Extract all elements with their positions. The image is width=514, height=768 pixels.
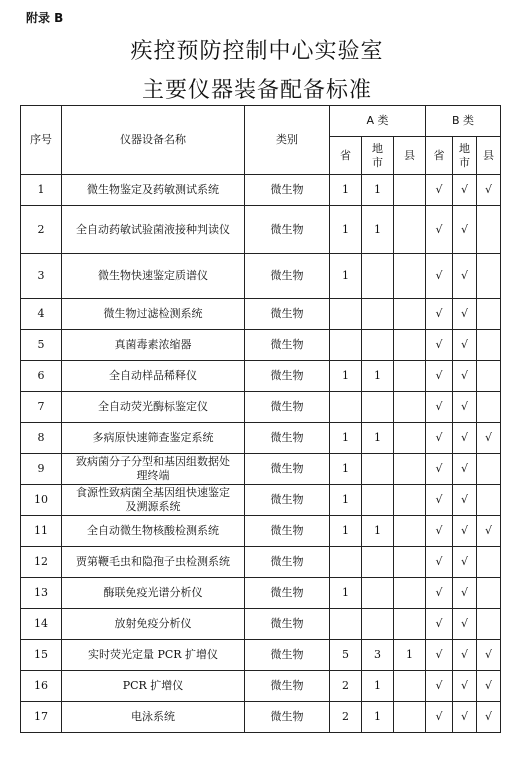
row-b-city: √: [453, 516, 477, 547]
row-b-city: √: [453, 423, 477, 454]
row-b-province: √: [426, 516, 453, 547]
row-a-county: [394, 254, 426, 299]
row-seq: 1: [21, 175, 62, 206]
table-row: [21, 516, 501, 547]
row-b-province: √: [426, 423, 453, 454]
row-a-city: 3: [362, 640, 394, 671]
row-a-county: [394, 392, 426, 423]
row-b-city: √: [453, 485, 477, 516]
row-category: 微生物: [245, 361, 330, 392]
row-category: 微生物: [245, 454, 330, 485]
table-row: [21, 175, 501, 206]
row-a-province: 1: [330, 578, 362, 609]
row-a-city: 1: [362, 206, 394, 254]
row-name: 全自动荧光酶标鉴定仪: [62, 392, 245, 423]
row-a-city: [362, 254, 394, 299]
row-seq: 3: [21, 254, 62, 299]
row-b-county: [477, 206, 501, 254]
row-b-province: √: [426, 485, 453, 516]
row-b-county: √: [477, 423, 501, 454]
row-seq: 11: [21, 516, 62, 547]
row-category: 微生物: [245, 485, 330, 516]
row-a-province: 2: [330, 671, 362, 702]
row-b-city: √: [453, 330, 477, 361]
row-name: 多病原快速筛查鉴定系统: [62, 423, 245, 454]
row-b-city: √: [453, 206, 477, 254]
row-b-city: √: [453, 609, 477, 640]
row-seq: 6: [21, 361, 62, 392]
row-b-city: √: [453, 454, 477, 485]
row-category: 微生物: [245, 609, 330, 640]
row-b-province: √: [426, 361, 453, 392]
table-row: [21, 423, 501, 454]
table-row: [21, 254, 501, 299]
row-a-province: [330, 609, 362, 640]
appendix-label: 附录 B: [26, 11, 64, 25]
row-b-county: √: [477, 175, 501, 206]
row-b-county: [477, 299, 501, 330]
row-seq: 14: [21, 609, 62, 640]
row-seq: 16: [21, 671, 62, 702]
row-a-city: [362, 578, 394, 609]
row-name: 全自动微生物核酸检测系统: [62, 516, 245, 547]
row-b-county: [477, 454, 501, 485]
row-seq: 10: [21, 485, 62, 516]
row-name: 实时荧光定量 PCR 扩增仪: [62, 640, 245, 671]
row-a-city: [362, 547, 394, 578]
row-a-province: [330, 330, 362, 361]
row-b-province: √: [426, 330, 453, 361]
row-b-province: √: [426, 547, 453, 578]
header-class-a: A 类: [330, 106, 426, 137]
row-a-county: [394, 206, 426, 254]
row-b-county: [477, 609, 501, 640]
row-a-county: [394, 299, 426, 330]
row-b-city: √: [453, 175, 477, 206]
row-a-city: [362, 299, 394, 330]
header-name: 仪器设备名称: [62, 106, 245, 175]
row-b-county: [477, 361, 501, 392]
header-seq: 序号: [21, 106, 62, 175]
row-category: 微生物: [245, 640, 330, 671]
header-b-county: 县: [477, 137, 501, 175]
row-b-province: √: [426, 299, 453, 330]
row-b-county: [477, 330, 501, 361]
row-name: 微生物快速鉴定质谱仪: [62, 254, 245, 299]
row-seq: 4: [21, 299, 62, 330]
row-b-city: √: [453, 640, 477, 671]
row-b-county: √: [477, 640, 501, 671]
row-a-province: 5: [330, 640, 362, 671]
row-seq: 9: [21, 454, 62, 485]
row-b-county: √: [477, 702, 501, 733]
row-b-city: √: [453, 254, 477, 299]
row-a-province: [330, 299, 362, 330]
row-b-county: [477, 254, 501, 299]
row-name: 微生物过滤检测系统: [62, 299, 245, 330]
row-b-province: √: [426, 175, 453, 206]
row-name: 酶联免疫光谱分析仪: [62, 578, 245, 609]
row-b-county: √: [477, 516, 501, 547]
row-category: 微生物: [245, 547, 330, 578]
row-a-city: 1: [362, 361, 394, 392]
row-b-city: √: [453, 547, 477, 578]
row-a-province: 1: [330, 206, 362, 254]
row-a-county: [394, 361, 426, 392]
row-category: 微生物: [245, 175, 330, 206]
header-a-city: 地 市: [362, 137, 394, 175]
row-a-county: 1: [394, 640, 426, 671]
row-category: 微生物: [245, 423, 330, 454]
table-row: [21, 485, 501, 516]
row-b-city: √: [453, 392, 477, 423]
row-a-county: [394, 485, 426, 516]
row-category: 微生物: [245, 392, 330, 423]
row-category: 微生物: [245, 206, 330, 254]
row-a-city: [362, 330, 394, 361]
row-b-county: [477, 578, 501, 609]
row-category: 微生物: [245, 330, 330, 361]
row-a-province: 1: [330, 516, 362, 547]
row-a-city: [362, 485, 394, 516]
row-a-city: 1: [362, 423, 394, 454]
row-b-county: [477, 547, 501, 578]
table-row: [21, 640, 501, 671]
table-row: [21, 454, 501, 485]
row-seq: 12: [21, 547, 62, 578]
row-b-city: √: [453, 702, 477, 733]
row-a-province: [330, 392, 362, 423]
row-a-county: [394, 578, 426, 609]
row-category: 微生物: [245, 578, 330, 609]
header-a-county: 县: [394, 137, 426, 175]
row-a-city: [362, 454, 394, 485]
row-b-city: √: [453, 671, 477, 702]
table-row: [21, 547, 501, 578]
row-b-province: √: [426, 609, 453, 640]
row-a-province: 1: [330, 175, 362, 206]
document-title: 疾控预防控制中心实验室: [130, 39, 384, 64]
document-subtitle: 主要仪器装备配备标准: [141, 78, 372, 103]
row-a-county: [394, 702, 426, 733]
row-a-county: [394, 516, 426, 547]
table-row: [21, 299, 501, 330]
table-row: [21, 206, 501, 254]
row-b-province: √: [426, 640, 453, 671]
table-body: [21, 175, 501, 733]
row-a-province: 1: [330, 361, 362, 392]
row-name: 食源性致病菌全基因组快速鉴定及溯源系统: [62, 485, 245, 516]
row-name: 全自动药敏试验菌液接种判读仪: [62, 206, 245, 254]
row-b-city: √: [453, 578, 477, 609]
row-a-county: [394, 547, 426, 578]
row-seq: 17: [21, 702, 62, 733]
row-a-city: 1: [362, 516, 394, 547]
row-name: 放射免疫分析仪: [62, 609, 245, 640]
row-b-city: √: [453, 299, 477, 330]
row-b-county: [477, 392, 501, 423]
row-b-city: √: [453, 361, 477, 392]
table-row: [21, 609, 501, 640]
row-seq: 7: [21, 392, 62, 423]
row-a-city: [362, 609, 394, 640]
row-seq: 2: [21, 206, 62, 254]
row-category: 微生物: [245, 254, 330, 299]
row-seq: 8: [21, 423, 62, 454]
table-row: [21, 702, 501, 733]
table-row: [21, 392, 501, 423]
row-a-province: 1: [330, 254, 362, 299]
row-b-province: √: [426, 254, 453, 299]
row-b-province: √: [426, 206, 453, 254]
header-b-city: 地 市: [453, 137, 477, 175]
row-b-province: √: [426, 578, 453, 609]
row-b-county: √: [477, 671, 501, 702]
row-a-county: [394, 175, 426, 206]
row-a-county: [394, 454, 426, 485]
row-a-province: 2: [330, 702, 362, 733]
row-seq: 13: [21, 578, 62, 609]
row-name: 电泳系统: [62, 702, 245, 733]
row-b-province: √: [426, 454, 453, 485]
row-a-county: [394, 609, 426, 640]
header-class-b: B 类: [426, 106, 501, 137]
row-a-province: 1: [330, 454, 362, 485]
header-a-province: 省: [330, 137, 362, 175]
row-name: PCR 扩增仪: [62, 671, 245, 702]
row-name: 致病菌分子分型和基因组数据处理终端: [62, 454, 245, 485]
row-a-province: 1: [330, 485, 362, 516]
row-b-province: √: [426, 671, 453, 702]
row-a-city: 1: [362, 175, 394, 206]
table-row: [21, 330, 501, 361]
row-category: 微生物: [245, 299, 330, 330]
table-row: [21, 361, 501, 392]
table-row: [21, 671, 501, 702]
table-row: [21, 578, 501, 609]
row-a-county: [394, 671, 426, 702]
row-a-city: 1: [362, 702, 394, 733]
row-name: 贾第鞭毛虫和隐孢子虫检测系统: [62, 547, 245, 578]
row-category: 微生物: [245, 671, 330, 702]
header-b-province: 省: [426, 137, 453, 175]
row-a-county: [394, 330, 426, 361]
row-name: 全自动样品稀释仪: [62, 361, 245, 392]
row-a-province: [330, 547, 362, 578]
row-a-city: 1: [362, 671, 394, 702]
row-b-province: √: [426, 392, 453, 423]
row-seq: 5: [21, 330, 62, 361]
row-b-province: √: [426, 702, 453, 733]
row-a-province: 1: [330, 423, 362, 454]
row-seq: 15: [21, 640, 62, 671]
row-name: 微生物鉴定及药敏测试系统: [62, 175, 245, 206]
row-b-county: [477, 485, 501, 516]
row-name: 真菌毒素浓缩器: [62, 330, 245, 361]
row-a-county: [394, 423, 426, 454]
row-category: 微生物: [245, 702, 330, 733]
equipment-standard-table: [20, 105, 501, 733]
header-category: 类别: [245, 106, 330, 175]
row-a-city: [362, 392, 394, 423]
row-category: 微生物: [245, 516, 330, 547]
